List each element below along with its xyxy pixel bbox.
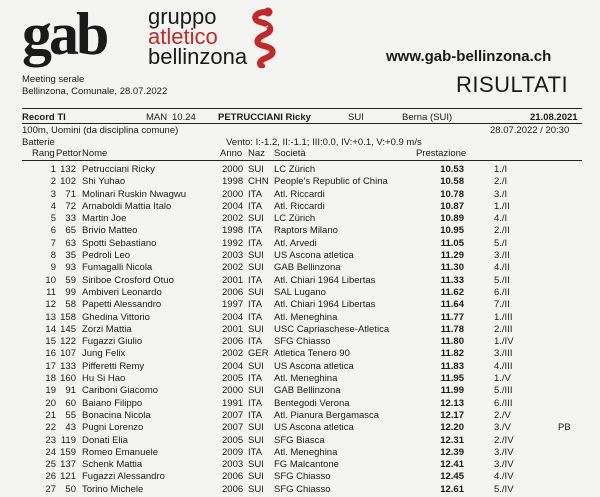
rank-cell: 1 (50, 164, 56, 175)
nation-code: SUI (248, 471, 264, 483)
club-name: People's Republic of China (274, 176, 388, 188)
athlete-name: Brivio Matteo (82, 225, 138, 237)
heat-position: 7./II (494, 299, 510, 311)
birth-year: 2005 (222, 373, 244, 385)
nation-code: ITA (248, 200, 263, 212)
rank-cell: 12 (45, 299, 56, 311)
club-name: US Ascona atletica (274, 250, 354, 262)
club-name: Atl. Chiari 1964 Libertas (274, 299, 376, 311)
meeting-place-date: Bellinzona, Comunale, 28.07.2022 (22, 86, 168, 97)
table-row (22, 435, 582, 447)
athlete-name: Petrucciani Ricky (82, 164, 155, 175)
performance-time: 11.95 (440, 373, 464, 385)
table-row (22, 213, 582, 225)
birth-year: 2007 (222, 422, 244, 434)
nation-code: ITA (248, 409, 263, 421)
bib-cell: 145 (60, 323, 76, 335)
table-row (22, 250, 582, 262)
club-name: SAL Lugano (274, 286, 326, 298)
club-name: Atl. Riccardi (274, 188, 325, 200)
performance-time: 10.53 (440, 164, 464, 175)
athlete-name: Zorzi Mattia (82, 323, 132, 335)
performance-time: 12.31 (440, 434, 464, 446)
athlete-name: Molinari Ruskin Nwagwu (82, 188, 187, 200)
bib-cell: 91 (65, 385, 76, 397)
athlete-name: Papetti Alessandro (82, 299, 162, 311)
performance-time: 11.77 (440, 311, 464, 323)
heat-position: 6./II (494, 286, 510, 298)
birth-year: 2003 (222, 250, 244, 262)
bib-cell: 137 (60, 459, 76, 471)
bib-cell: 99 (65, 286, 76, 298)
athlete-name: Fumagalli Nicola (82, 262, 153, 274)
table-row (22, 447, 582, 459)
table-row (22, 484, 582, 496)
heat-position: 4./I (494, 213, 508, 225)
nation-code: ITA (248, 225, 263, 237)
nation-code: ITA (248, 274, 263, 286)
nation-code: ITA (248, 299, 263, 311)
athlete-name: Martin Joe (82, 213, 127, 225)
athlete-name: Arnaboldi Mattia Italo (82, 200, 172, 212)
bib-cell: 121 (60, 471, 76, 483)
birth-year: 2000 (222, 385, 244, 397)
club-name: US Ascona atletica (274, 422, 354, 434)
table-row (22, 348, 582, 360)
club-name: Raptors Milano (274, 225, 338, 237)
birth-year: 2003 (222, 459, 244, 471)
divider (22, 123, 582, 124)
table-row (22, 262, 582, 274)
rank-cell: 6 (50, 225, 56, 237)
athlete-name: Fugazzi Alessandro (82, 471, 165, 483)
club-name: Atl. Riccardi (274, 200, 325, 212)
rank-cell: 21 (45, 409, 56, 421)
nation-code: ITA (248, 237, 263, 249)
performance-time: 11.29 (440, 250, 464, 262)
birth-year: 2001 (222, 323, 244, 335)
heat-position: 3./IV (494, 446, 514, 458)
table-row (22, 176, 582, 188)
nation-code: SUI (248, 262, 264, 274)
athlete-name: Hu Si Hao (82, 373, 126, 385)
nation-code: SUI (248, 385, 264, 397)
birth-year: 2006 (222, 336, 244, 348)
heat-position: 6./III (494, 397, 513, 409)
performance-time: 11.82 (440, 348, 464, 360)
meeting-name: Meeting serale (22, 74, 85, 85)
rank-cell: 16 (45, 348, 56, 360)
birth-year: 2006 (222, 286, 244, 298)
table-row (22, 385, 582, 397)
bib-cell: 122 (60, 336, 76, 348)
results-table (22, 164, 582, 496)
table-row (22, 275, 582, 287)
rank-cell: 15 (45, 336, 56, 348)
performance-time: 12.39 (440, 446, 464, 458)
nation-code: ITA (248, 397, 263, 409)
bib-cell: 55 (65, 409, 76, 421)
birth-year: 2002 (222, 348, 244, 360)
bib-cell: 71 (65, 188, 76, 200)
table-row (22, 471, 582, 483)
performance-time: 11.33 (440, 274, 464, 286)
rank-cell: 2 (50, 176, 56, 188)
bib-cell: 33 (65, 213, 76, 225)
heat-position: 5./III (494, 385, 513, 397)
nation-code: SUI (248, 459, 264, 471)
event-datetime: 28.07.2022 / 20:30 (490, 125, 570, 136)
club-name: Bentegodi Verona (274, 397, 350, 409)
event-name: 100m, Uomini (da disciplina comune) (22, 125, 179, 136)
bib-cell: 65 (65, 225, 76, 237)
performance-time: 11.05 (440, 237, 464, 249)
birth-year: 2002 (222, 262, 244, 274)
heat-position: 5./IV (494, 483, 514, 495)
heat-position: 3./V (494, 422, 511, 434)
bib-cell: 35 (65, 250, 76, 262)
rank-cell: 18 (45, 373, 56, 385)
birth-year: 1991 (222, 397, 244, 409)
nation-code: SUI (248, 422, 264, 434)
athlete-name: Pugni Lorenzo (82, 422, 144, 434)
table-row (22, 225, 582, 237)
birth-year: 2006 (222, 483, 244, 495)
table-row (22, 164, 582, 176)
club-name-line1: gruppo (148, 4, 217, 29)
record-date: 21.08.2021 (530, 112, 578, 123)
rank-cell: 17 (45, 360, 56, 372)
nation-code: SUI (248, 434, 264, 446)
rank-cell: 3 (50, 188, 56, 200)
performance-time: 11.83 (440, 360, 464, 372)
table-row (22, 189, 582, 201)
heat-position: 2./III (494, 323, 513, 335)
birth-year: 2005 (222, 434, 244, 446)
nation-code: SUI (248, 323, 264, 335)
performance-time: 10.89 (440, 213, 464, 225)
meeting-info (22, 74, 167, 98)
performance-time: 11.80 (440, 336, 464, 348)
birth-year: 1997 (222, 299, 244, 311)
rank-cell: 25 (45, 459, 56, 471)
table-row (22, 398, 582, 410)
athlete-name: Jung Felix (82, 348, 126, 360)
nation-code: ITA (248, 188, 263, 200)
website-link[interactable]: www.gab-bellinzona.ch (386, 48, 552, 65)
club-name: LC Zürich (274, 213, 316, 225)
club-name: USC Capriaschese-Atletica (274, 323, 390, 335)
bib-cell: 158 (60, 311, 76, 323)
header-nation: Naz (248, 148, 265, 159)
rank-cell: 20 (45, 397, 56, 409)
heat-position: 3./III (494, 348, 513, 360)
heat-position: 2./II (494, 225, 510, 237)
bib-cell: 160 (60, 373, 76, 385)
athlete-name: Shi Yuhao (82, 176, 126, 188)
divider (22, 108, 582, 109)
rank-cell: 8 (50, 250, 56, 262)
heat-position: 4./III (494, 360, 513, 372)
nation-code: ITA (248, 373, 263, 385)
bib-cell: 50 (65, 483, 76, 495)
heat-position: 2./IV (494, 434, 514, 446)
athlete-name: Donati Elia (82, 434, 128, 446)
athlete-name: Siriboe Crosford Otuo (82, 274, 174, 286)
record-holder: PETRUCCIANI Ricky (218, 112, 311, 123)
rank-cell: 19 (45, 385, 56, 397)
performance-time: 11.64 (440, 299, 464, 311)
heat-position: 2./I (494, 176, 508, 188)
performance-time: 12.17 (440, 409, 464, 421)
athlete-name: Fugazzi Giulio (82, 336, 143, 348)
club-name: SFG Chiasso (274, 471, 331, 483)
athlete-name: Pifferetti Remy (82, 360, 145, 372)
birth-year: 1998 (222, 176, 244, 188)
club-name: Atl. Meneghina (274, 446, 338, 458)
nation-code: CHN (248, 176, 269, 188)
birth-year: 2000 (222, 188, 244, 200)
club-name: LC Zürich (274, 164, 316, 175)
nation-code: ITA (248, 311, 263, 323)
bib-cell: 60 (65, 397, 76, 409)
table-row (22, 422, 582, 434)
club-name-line2: atletico (148, 24, 218, 49)
club-name: Atletica Tenero 90 (274, 348, 350, 360)
table-row (22, 312, 582, 324)
athlete-name: Ghedina Vittorio (82, 311, 150, 323)
performance-time: 11.62 (440, 286, 464, 298)
birth-year: 2007 (222, 409, 244, 421)
club-name: Atl. Pianura Bergamasca (274, 409, 380, 421)
athlete-name: Schenk Mattia (82, 459, 143, 471)
club-name: US Ascona atletica (274, 360, 354, 372)
bib-cell: 43 (65, 422, 76, 434)
birth-year: 2009 (222, 446, 244, 458)
nation-code: SUI (248, 483, 264, 495)
athlete-name: Cariboni Giacomo (82, 385, 159, 397)
club-logo: gab (22, 1, 107, 67)
bib-cell: 132 (60, 164, 76, 175)
header-year: Anno (220, 148, 243, 159)
heat-position: 3./IV (494, 459, 514, 471)
header-bib: Pettor (56, 148, 82, 159)
record-nation: SUI (348, 112, 364, 123)
record-time: 10.24 (172, 112, 196, 123)
rank-cell: 13 (45, 311, 56, 323)
header-name: Nome (82, 148, 108, 159)
header-performance: Prestazione (416, 148, 467, 159)
heat-position: 5./I (494, 237, 508, 249)
bib-cell: 102 (60, 176, 76, 188)
page-title: RISULTATI (456, 72, 569, 97)
table-row (22, 336, 582, 348)
heat-position: 3./I (494, 188, 508, 200)
athlete-name: Romeo Emanuele (82, 446, 159, 458)
club-name-line3: bellinzona (148, 44, 248, 69)
performance-time: 12.41 (440, 459, 464, 471)
rank-cell: 14 (45, 323, 56, 335)
nation-code: SUI (248, 250, 264, 262)
club-name: Atl. Meneghina (274, 373, 338, 385)
rank-cell: 22 (45, 422, 56, 434)
birth-year: 2001 (222, 274, 244, 286)
athlete-name: Ambiveri Leonardo (82, 286, 162, 298)
heat-position: 2./V (494, 409, 511, 421)
athlete-name: Bonacina Nicola (82, 409, 151, 421)
result-note: PB (558, 422, 571, 434)
club-name: SFG Biasca (274, 434, 325, 446)
club-name: SFG Chiasso (274, 336, 331, 348)
heat-position: 1./V (494, 373, 511, 385)
rank-cell: 10 (45, 274, 56, 286)
heat-position: 4./IV (494, 471, 514, 483)
athlete-name: Spotti Sebastiano (82, 237, 157, 249)
record-place: Berna (SUI) (402, 112, 453, 123)
performance-time: 12.20 (440, 422, 464, 434)
round-label: Batterie (22, 137, 55, 148)
heat-position: 5./II (494, 274, 510, 286)
performance-time: 12.61 (440, 483, 464, 495)
birth-year: 2004 (222, 200, 244, 212)
bib-cell: 59 (65, 274, 76, 286)
nation-code: ITA (248, 446, 263, 458)
bib-cell: 63 (65, 237, 76, 249)
performance-time: 12.13 (440, 397, 464, 409)
birth-year: 1992 (222, 237, 244, 249)
athlete-name: Pedroli Leo (82, 250, 131, 262)
birth-year: 2002 (222, 213, 244, 225)
table-row (22, 361, 582, 373)
athlete-name: Baiano Filippo (82, 397, 143, 409)
header-rank: Rang (32, 148, 55, 159)
record-category: MAN (146, 112, 168, 123)
nation-code: SUI (248, 286, 264, 298)
bib-cell: 119 (60, 434, 76, 446)
bib-cell: 159 (60, 446, 76, 458)
performance-time: 10.78 (440, 188, 464, 200)
bib-cell: 72 (65, 200, 76, 212)
performance-time: 10.87 (440, 200, 464, 212)
table-row (22, 238, 582, 250)
bib-cell: 93 (65, 262, 76, 274)
nation-code: GER (248, 348, 269, 360)
bib-cell: 133 (60, 360, 76, 372)
club-name: GAB Bellinzona (274, 262, 341, 274)
club-name: Atl. Arvedi (274, 237, 317, 249)
performance-time: 10.95 (440, 225, 464, 237)
rank-cell: 11 (46, 286, 56, 298)
table-row (22, 459, 582, 471)
rank-cell: 27 (45, 483, 56, 495)
table-header (22, 148, 582, 160)
birth-year: 1998 (222, 225, 244, 237)
birth-year: 2004 (222, 311, 244, 323)
rank-cell: 4 (50, 200, 56, 212)
divider (22, 160, 582, 161)
performance-time: 12.45 (440, 471, 464, 483)
heat-position: 1./IV (494, 336, 514, 348)
performance-time: 11.99 (440, 385, 464, 397)
table-row (22, 410, 582, 422)
rank-cell: 5 (50, 213, 56, 225)
nation-code: SUI (248, 164, 264, 175)
performance-time: 11.78 (440, 323, 464, 335)
birth-year: 2004 (222, 360, 244, 372)
header-club: Società (274, 148, 306, 159)
nation-code: SUI (248, 360, 264, 372)
heat-position: 1./II (494, 200, 510, 212)
table-row (22, 373, 582, 385)
club-name: GAB Bellinzona (274, 385, 341, 397)
rank-cell: 24 (45, 446, 56, 458)
bib-cell: 58 (65, 299, 76, 311)
wind-readings: Vento: I:-1.2, II:-1.1; III:0.0, IV:+0.1, V:+0.9 m/s (226, 137, 422, 148)
rank-cell: 9 (50, 262, 56, 274)
club-name: SFG Chiasso (274, 483, 331, 495)
birth-year: 2006 (222, 471, 244, 483)
heat-position: 4./II (494, 262, 510, 274)
birth-year: 2000 (222, 164, 244, 175)
club-name: FG Malcantone (274, 459, 339, 471)
bib-cell: 107 (60, 348, 76, 360)
performance-time: 10.58 (440, 176, 464, 188)
nation-code: SUI (248, 213, 264, 225)
club-name: Atl. Chiari 1964 Libertas (274, 274, 376, 286)
performance-time: 11.30 (440, 262, 464, 274)
heat-position: 1./III (494, 311, 513, 323)
biscione-emblem-icon (244, 6, 288, 68)
heat-position: 1./I (494, 164, 508, 175)
heat-position: 3./II (494, 250, 510, 262)
rank-cell: 26 (45, 471, 56, 483)
athlete-name: Torino Michele (82, 483, 144, 495)
table-row (22, 201, 582, 213)
record-label: Record TI (22, 112, 66, 123)
nation-code: ITA (248, 336, 263, 348)
table-row (22, 287, 582, 299)
table-row (22, 299, 582, 311)
rank-cell: 23 (45, 434, 56, 446)
rank-cell: 7 (50, 237, 56, 249)
club-name: Atl. Meneghina (274, 311, 338, 323)
table-row (22, 324, 582, 336)
